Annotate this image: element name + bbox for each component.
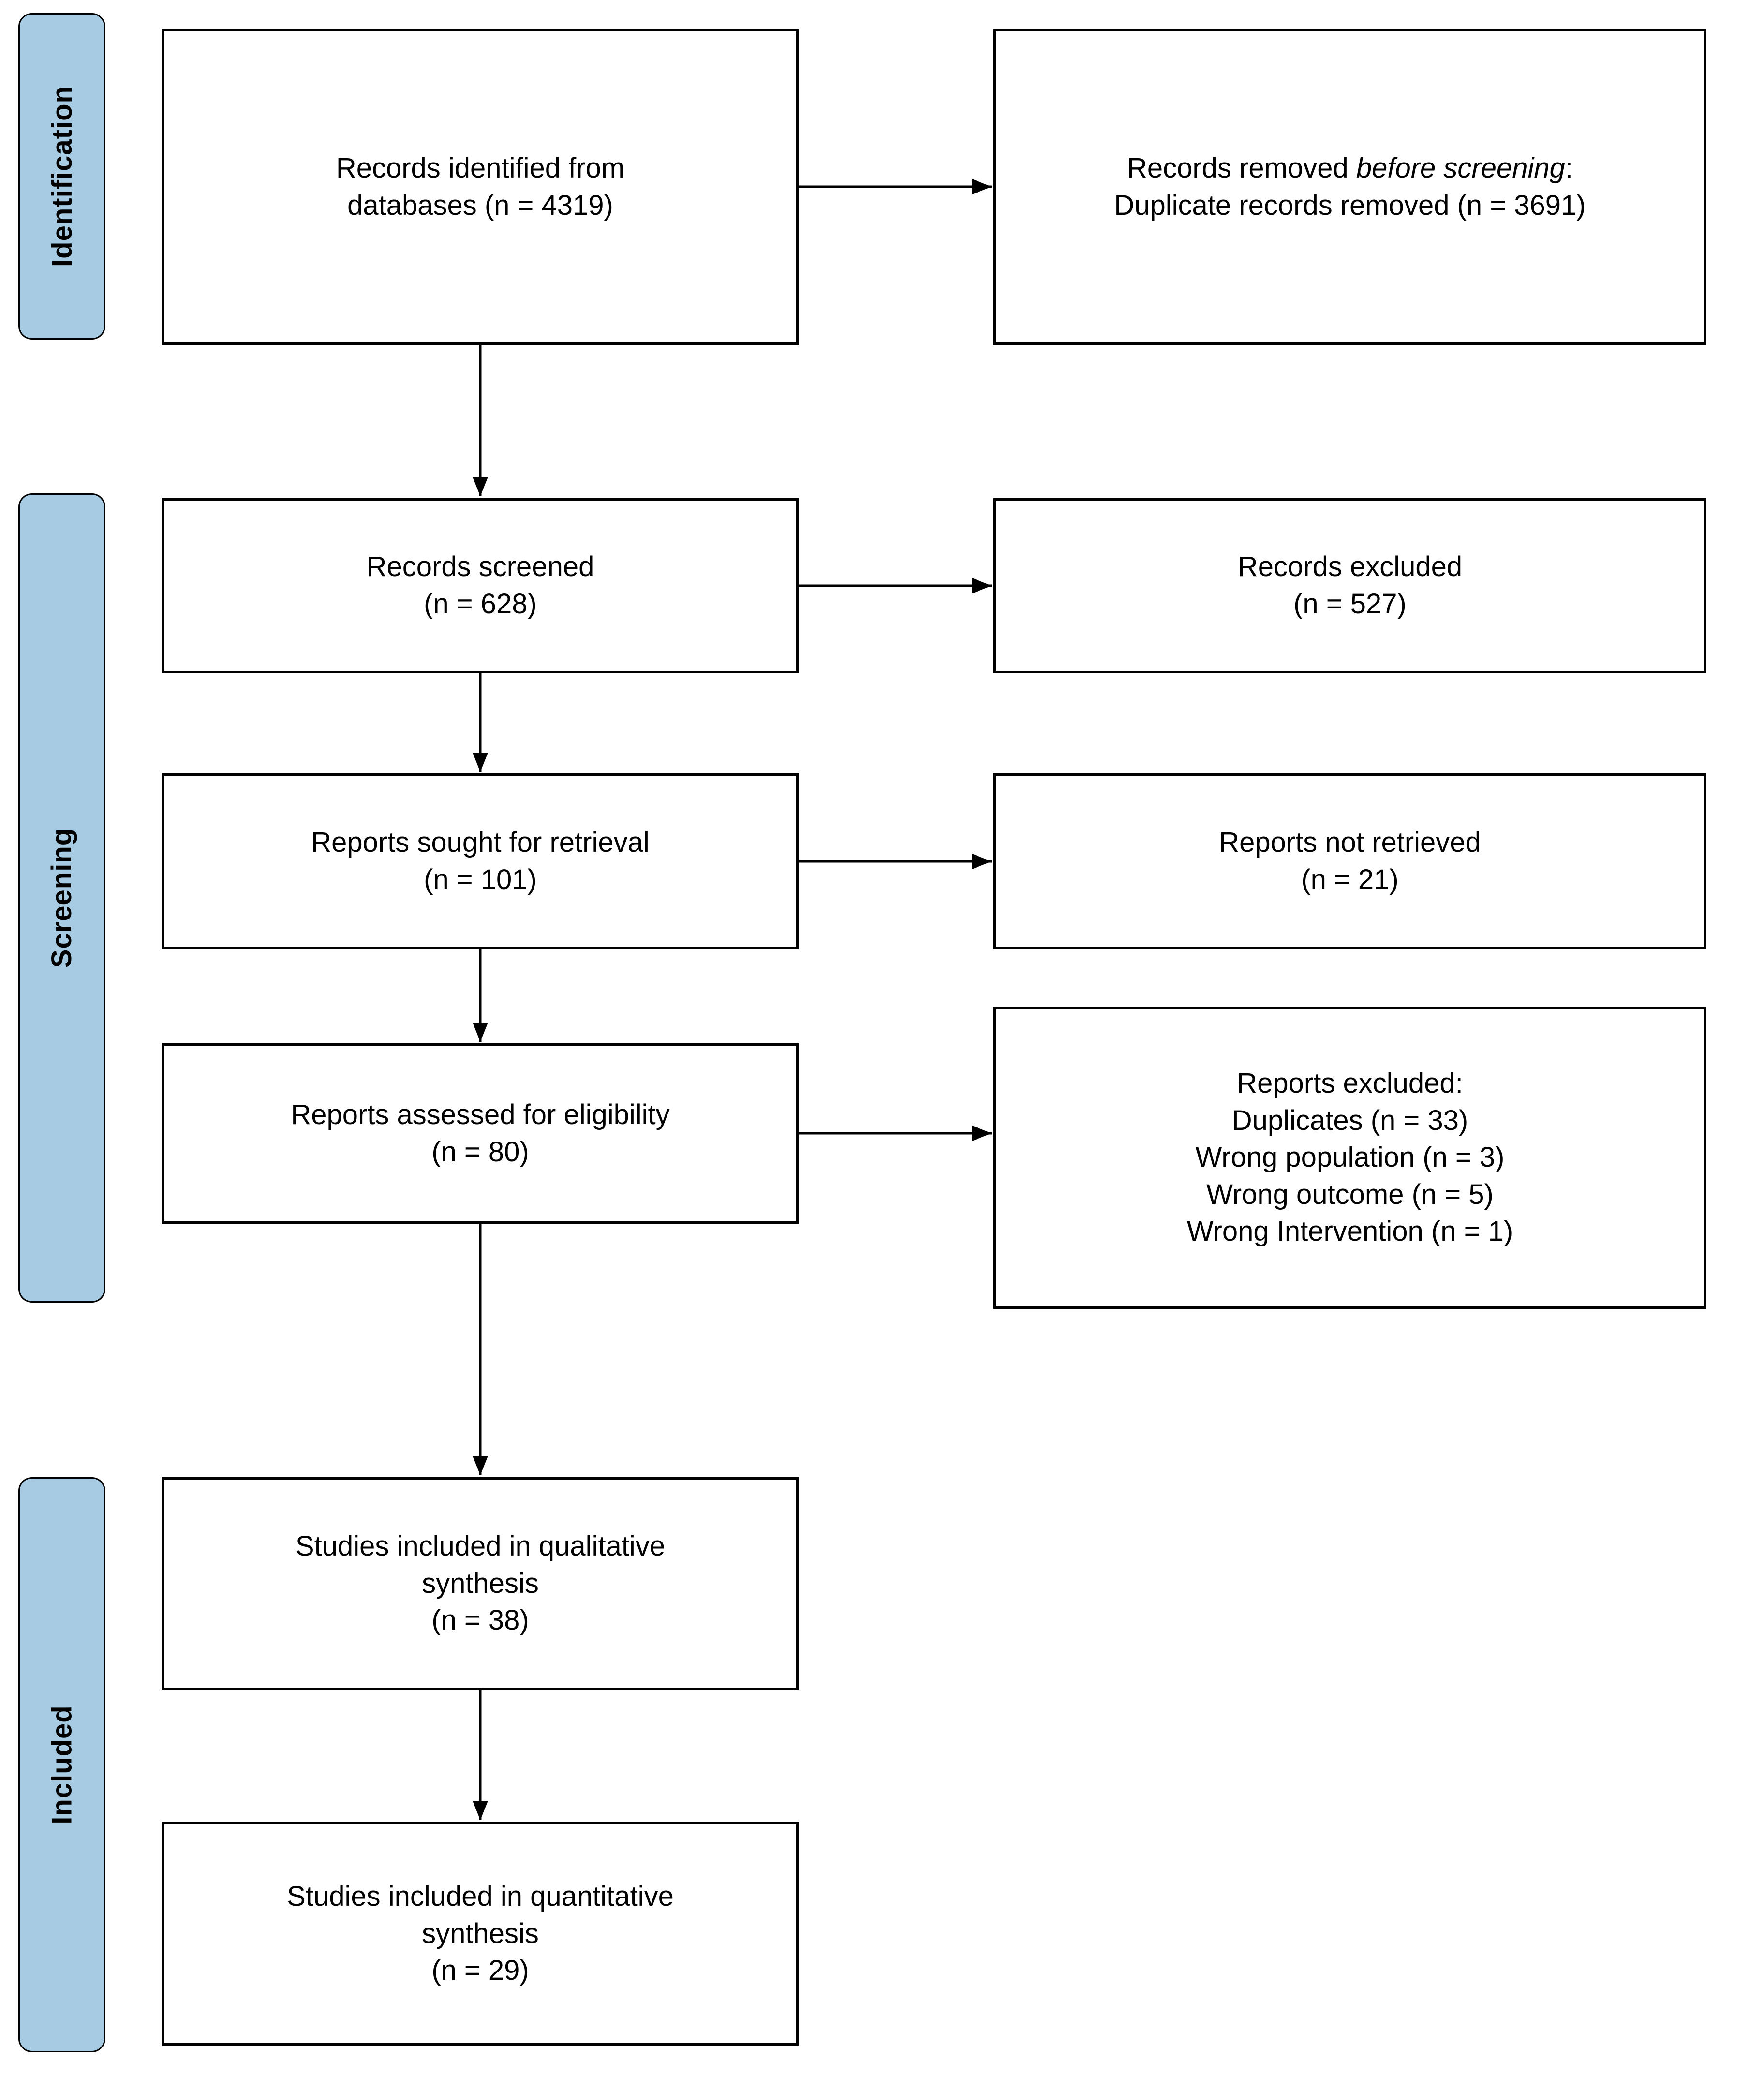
stage-label-text: Identification [46, 86, 78, 267]
text-line: Reports assessed for eligibility [291, 1098, 670, 1130]
box-qualitative-synthesis [162, 1477, 799, 1690]
text-line: (n = 38) [431, 1604, 529, 1636]
text-line: Studies included in qualitative [295, 1530, 666, 1562]
stage-label-text: Screening [46, 828, 78, 968]
text-segment: : [1565, 152, 1573, 184]
text-line: Duplicate records removed (n = 3691) [1114, 189, 1586, 221]
text-line: (n = 101) [424, 864, 537, 895]
stage-label-screening [18, 493, 105, 1303]
text-line: Records screened [366, 551, 594, 583]
text-segment: Records removed [1127, 152, 1356, 184]
box-records-screened [162, 498, 799, 673]
box-records-identified [162, 29, 799, 345]
stage-label-included [18, 1477, 105, 2052]
text-line: (n = 80) [431, 1136, 529, 1168]
box-reports-excluded [993, 1007, 1706, 1309]
text-line [1127, 150, 1573, 187]
box-reports-not-retrieved [993, 773, 1706, 949]
text-line: synthesis [422, 1567, 539, 1599]
text-line: Wrong outcome (n = 5) [1206, 1178, 1494, 1210]
text-line: synthesis [422, 1917, 539, 1949]
text-line: Reports sought for retrieval [311, 827, 650, 859]
box-records-excluded [993, 498, 1706, 673]
box-records-removed [993, 29, 1706, 345]
box-reports-assessed [162, 1043, 799, 1224]
text-line: databases (n = 4319) [347, 189, 613, 221]
text-line: Reports not retrieved [1219, 827, 1481, 859]
text-segment-italic: before screening [1356, 152, 1565, 184]
text-line: Records identified from [336, 152, 625, 184]
text-line: Wrong Intervention (n = 1) [1186, 1216, 1513, 1247]
text-line: (n = 29) [431, 1955, 529, 1987]
text-line: Duplicates (n = 33) [1231, 1104, 1468, 1136]
text-line: Wrong population (n = 3) [1195, 1142, 1505, 1173]
text-line: (n = 628) [424, 588, 537, 620]
stage-label-text: Included [46, 1705, 78, 1824]
text-line: Studies included in quantitative [287, 1881, 674, 1913]
stage-label-identification [18, 13, 105, 340]
box-quantitative-synthesis [162, 1822, 799, 2046]
text-line: (n = 21) [1301, 864, 1399, 895]
text-line: (n = 527) [1293, 588, 1407, 620]
text-line: Reports excluded: [1237, 1068, 1463, 1099]
text-line: Records excluded [1237, 551, 1463, 583]
box-reports-sought [162, 773, 799, 949]
